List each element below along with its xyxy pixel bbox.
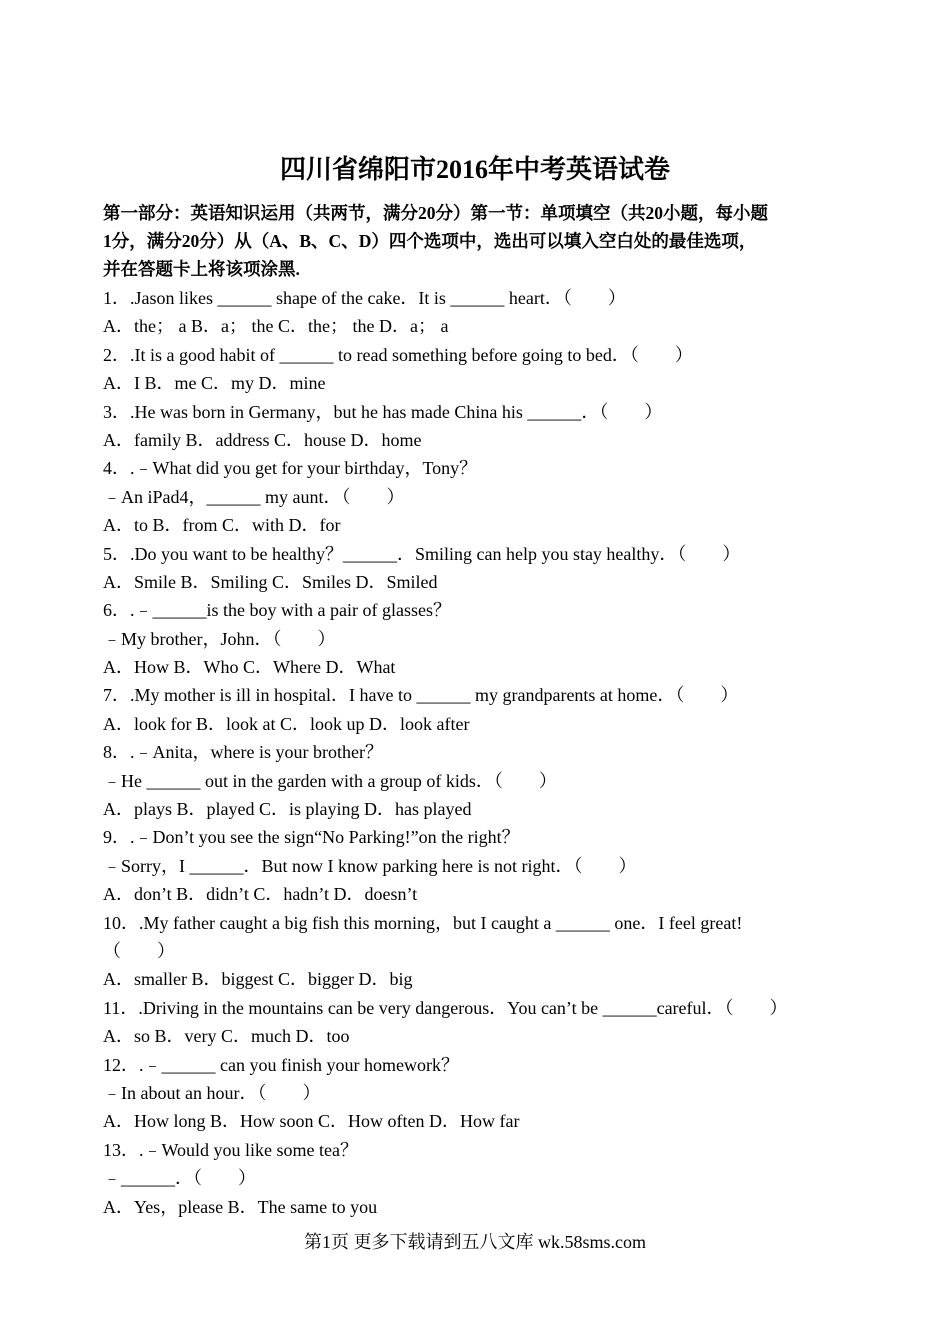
question-5: [103, 540, 863, 597]
question-list: [103, 284, 863, 1221]
question-text: 4．.﹣What did you get for your birthday，Tony？: [103, 458, 478, 479]
question-8: [103, 738, 863, 823]
question-text: 6．.﹣______is the boy with a pair of glasses？: [103, 600, 451, 621]
question-text: ﹣An iPad4，______ my aunt．（ ）: [103, 486, 405, 507]
question-text: 1．.Jason likes ______ shape of the cake．It is ______ heart．（ ）: [103, 288, 626, 308]
question-text: （ ）: [103, 940, 175, 961]
question-1: [103, 284, 863, 341]
question-options: A．so B．very C．much D．too: [103, 1026, 350, 1047]
question-text: 10．.My father caught a big fish this morning，but I caught a ______ one．I feel great!: [103, 912, 743, 933]
question-text: ﹣In about an hour．（ ）: [103, 1082, 321, 1103]
question-12: [103, 1051, 863, 1136]
question-text: 2．.It is a good habit of ______ to read something before going to bed．（ ）: [103, 344, 693, 365]
question-3: [103, 398, 863, 455]
section-instructions: [103, 199, 863, 283]
question-text: ﹣Sorry，I ______．But now I know parking here is not right．（ ）: [103, 855, 637, 876]
question-text: ﹣He ______ out in the garden with a group of kids．（ ）: [103, 770, 557, 791]
question-11: [103, 994, 863, 1051]
question-text: 13．.﹣Would you like some tea？: [103, 1139, 359, 1160]
question-options: A．to B．from C．with D．for: [103, 515, 341, 536]
question-text: 3．.He was born in Germany，but he has made China his ______．（ ）: [103, 401, 663, 422]
question-options: A．smaller B．biggest C．bigger D．big: [103, 969, 413, 990]
question-options: A．I B．me C．my D．mine: [103, 373, 326, 394]
page-title: 四川省绵阳市2016年中考英语试卷: [279, 155, 670, 184]
question-options: A．plays B．played C．is playing D．has played: [103, 799, 472, 820]
question-options: A．don’t B．didn’t C．hadn’t D．doesn’t: [103, 884, 418, 905]
question-text: 9．.﹣Don’t you see the sign“No Parking!”on the right？: [103, 827, 520, 848]
question-options: A．Smile B．Smiling C．Smiles D．Smiled: [103, 571, 438, 592]
question-text: 8．.﹣Anita，where is your brother？: [103, 742, 383, 763]
page-footer: 第1页 更多下载请到五八文库 wk.58sms.com: [304, 1232, 646, 1252]
question-text: 5．.Do you want to be healthy？______．Smiling can help you stay healthy．（ ）: [103, 543, 741, 564]
question-options: A．How B．Who C．Where D．What: [103, 657, 396, 678]
question-13: [103, 1136, 863, 1221]
instruction-line: 1分，满分20分）从（A、B、C、D）四个选项中，选出可以填入空白处的最佳选项，: [103, 231, 757, 251]
question-options: A．family B．address C．house D．home: [103, 429, 422, 450]
question-text: 11．.Driving in the mountains can be very dangerous．You can’t be ______careful．（ ）: [103, 997, 788, 1018]
question-options: A．Yes，please B．The same to you: [103, 1196, 378, 1217]
question-text: ﹣______．（ ）: [103, 1168, 256, 1189]
instruction-line: 并在答题卡上将该项涂黑.: [103, 259, 300, 279]
question-9: [103, 823, 863, 908]
question-text: 7．.My mother is ill in hospital．I have to ______ my grandparents at home．（ ）: [103, 685, 739, 706]
question-options: A．the； a B．a； the C．the； the D．a； a: [103, 316, 449, 337]
question-2: [103, 341, 863, 398]
question-text: ﹣My brother，John．（ ）: [103, 628, 336, 649]
question-options: A．look for B．look at C．look up D．look after: [103, 713, 470, 734]
question-4: [103, 454, 863, 539]
question-text: 12．.﹣______ can you finish your homework？: [103, 1054, 459, 1075]
question-6: [103, 596, 863, 681]
question-7: [103, 681, 863, 738]
question-10: [103, 909, 863, 994]
instruction-line: 第一部分：英语知识运用（共两节，满分20分）第一节：单项填空（共20小题，每小题: [103, 203, 768, 223]
question-options: A．How long B．How soon C．How often D．How far: [103, 1111, 520, 1132]
